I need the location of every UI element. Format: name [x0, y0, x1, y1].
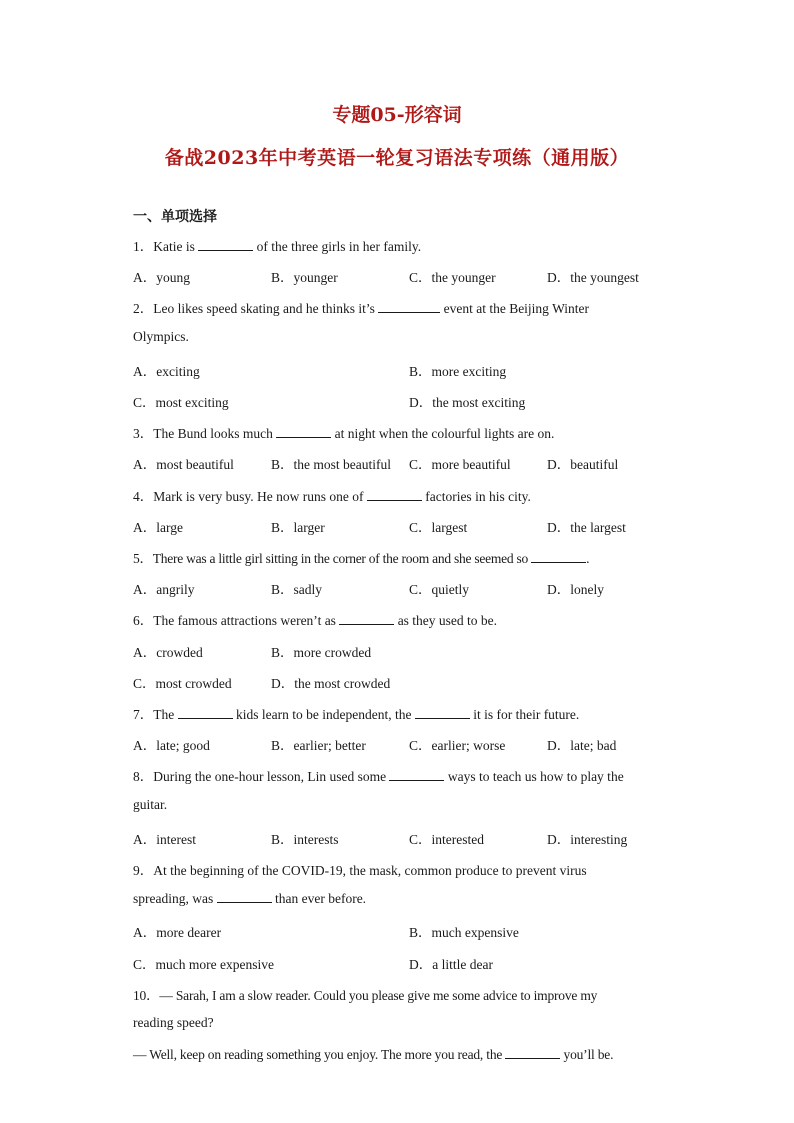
option-c: C．most crowded	[133, 676, 232, 691]
option-c: C．interested	[409, 832, 484, 847]
option-a: A．most beautiful	[133, 457, 234, 472]
answer-blank	[415, 706, 470, 719]
option-b: B．much expensive	[409, 925, 519, 940]
question-1: 1．Katie is of the three girls in her family.	[133, 239, 422, 254]
option-d: D．a little dear	[409, 957, 493, 972]
answer-blank	[367, 488, 422, 501]
option-c: C．the younger	[409, 270, 496, 285]
question-2: 2．Leo likes speed skating and he thinks it’s event at the Beijing Winter	[133, 301, 590, 316]
answer-blank	[378, 300, 440, 313]
question-8: 8．During the one-hour lesson, Lin used some ways to teach us how to play the	[133, 769, 624, 784]
section-heading: 一、单项选择	[133, 209, 217, 225]
answer-blank	[389, 768, 444, 781]
answer-blank	[217, 890, 272, 903]
option-b: B．sadly	[271, 582, 323, 597]
answer-blank	[531, 550, 586, 563]
option-d: D．the largest	[547, 520, 626, 535]
question-9: 9．At the beginning of the COVID-19, the mask, common produce to prevent virus	[133, 863, 587, 878]
question-10: 10．— Sarah, I am a slow reader. Could you please give me some advice to improve my	[133, 988, 598, 1003]
option-d: D．the most crowded	[271, 676, 391, 691]
option-d: D．interesting	[547, 832, 628, 847]
answer-blank	[339, 612, 394, 625]
answer-blank	[178, 706, 233, 719]
option-a: A．interest	[133, 832, 196, 847]
option-a: A．exciting	[133, 364, 200, 379]
document-subtitle: 备战2023年中考英语一轮复习语法专项练（通用版）	[164, 147, 630, 169]
option-a: A．more dearer	[133, 925, 222, 940]
option-c: C．most exciting	[133, 395, 229, 410]
document-title: 专题05-形容词	[332, 104, 462, 126]
option-c: C．much more expensive	[133, 957, 274, 972]
option-b: B．more crowded	[271, 645, 372, 660]
option-b: B．younger	[271, 270, 338, 285]
option-d: D．the youngest	[547, 270, 639, 285]
option-b: B．larger	[271, 520, 325, 535]
question-3: 3．The Bund looks much at night when the colourful lights are on.	[133, 426, 555, 441]
question-5: 5．There was a little girl sitting in the corner of the room and she seemed so .	[133, 551, 590, 566]
option-a: A．crowded	[133, 645, 203, 660]
question-8-continued: guitar.	[133, 797, 168, 812]
question-7: 7．The kids learn to be independent, the it is for their future.	[133, 707, 580, 722]
option-c: C．earlier; worse	[409, 738, 506, 753]
option-a: A．angrily	[133, 582, 195, 597]
option-d: D．late; bad	[547, 738, 617, 753]
option-a: A．late; good	[133, 738, 210, 753]
option-b: B．earlier; better	[271, 738, 366, 753]
answer-blank	[505, 1046, 560, 1059]
answer-blank	[276, 425, 331, 438]
option-d: D．the most exciting	[409, 395, 526, 410]
answer-blank	[198, 238, 253, 251]
question-9-continued: spreading, was than ever before.	[133, 891, 367, 906]
option-c: C．largest	[409, 520, 468, 535]
question-10-reply: — Well, keep on reading something you enjoy. The more you read, the you’ll be.	[133, 1047, 614, 1062]
option-c: C．quietly	[409, 582, 469, 597]
question-6: 6．The famous attractions weren’t as as they used to be.	[133, 613, 498, 628]
option-d: D．lonely	[547, 582, 604, 597]
option-b: B．interests	[271, 832, 339, 847]
option-d: D．beautiful	[547, 457, 619, 472]
option-a: A．large	[133, 520, 183, 535]
question-4: 4．Mark is very busy. He now runs one of factories in his city.	[133, 489, 531, 504]
question-10-continued: reading speed?	[133, 1015, 214, 1030]
question-2-continued: Olympics.	[133, 329, 189, 344]
option-c: C．more beautiful	[409, 457, 511, 472]
option-a: A．young	[133, 270, 190, 285]
option-b: B．the most beautiful	[271, 457, 391, 472]
option-b: B．more exciting	[409, 364, 507, 379]
